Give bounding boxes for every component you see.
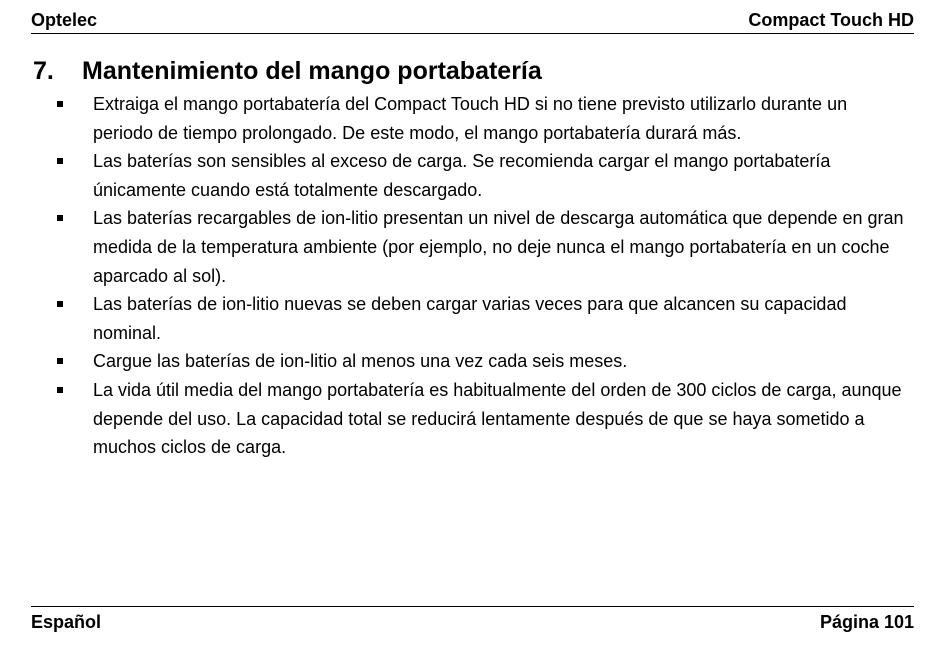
header-brand: Optelec [31, 10, 98, 30]
list-item [0, 147, 950, 204]
footer-language: Español [31, 612, 102, 632]
list-item-text: Extraiga el mango portabatería del Compact Touch HD si no tiene previsto utilizarlo durante un periodo de tiempo prolongado. De este modo, el mango portabatería durará más. [93, 94, 848, 143]
page-footer [31, 606, 914, 636]
bullet-square-icon [57, 301, 63, 307]
bullet-square-icon [57, 215, 63, 221]
list-item-text: Las baterías son sensibles al exceso de carga. Se recomienda cargar el mango portabatería únicamente cuando está totalmente descargado. [93, 151, 831, 200]
section-number: 7. [33, 57, 54, 85]
list-item-text: Las baterías de ion-litio nuevas se deben cargar varias veces para que alcancen su capacidad nominal. [93, 294, 847, 343]
list-item [0, 90, 950, 147]
bullet-square-icon [57, 158, 63, 164]
maintenance-list [0, 90, 950, 462]
section-title [33, 55, 542, 87]
section-title-text: Mantenimiento del mango portabatería [82, 57, 542, 85]
list-item [0, 347, 950, 376]
list-item-text: Las baterías recargables de ion-litio presentan un nivel de descarga automática que depende en gran medida de la temperatura ambiente (por ejemplo, no deje nunca el mango portabatería en un coche aparcado al sol). [93, 208, 904, 286]
list-item-text: La vida útil media del mango portabatería es habitualmente del orden de 300 ciclos de carga, aunque depende del uso. La capacidad total se reducirá lentamente después de que se haya sometido a muchos ciclos de carga. [93, 379, 902, 458]
list-item [0, 376, 950, 462]
list-item [0, 290, 950, 347]
page-header [31, 8, 914, 34]
bullet-square-icon [57, 101, 63, 107]
footer-page-number: Página 101 [819, 612, 914, 632]
bullet-square-icon [57, 387, 63, 393]
header-product: Compact Touch HD [748, 10, 914, 30]
list-item-text: Cargue las baterías de ion-litio al menos una vez cada seis meses. [93, 351, 628, 372]
bullet-square-icon [57, 358, 63, 364]
list-item [0, 204, 950, 290]
